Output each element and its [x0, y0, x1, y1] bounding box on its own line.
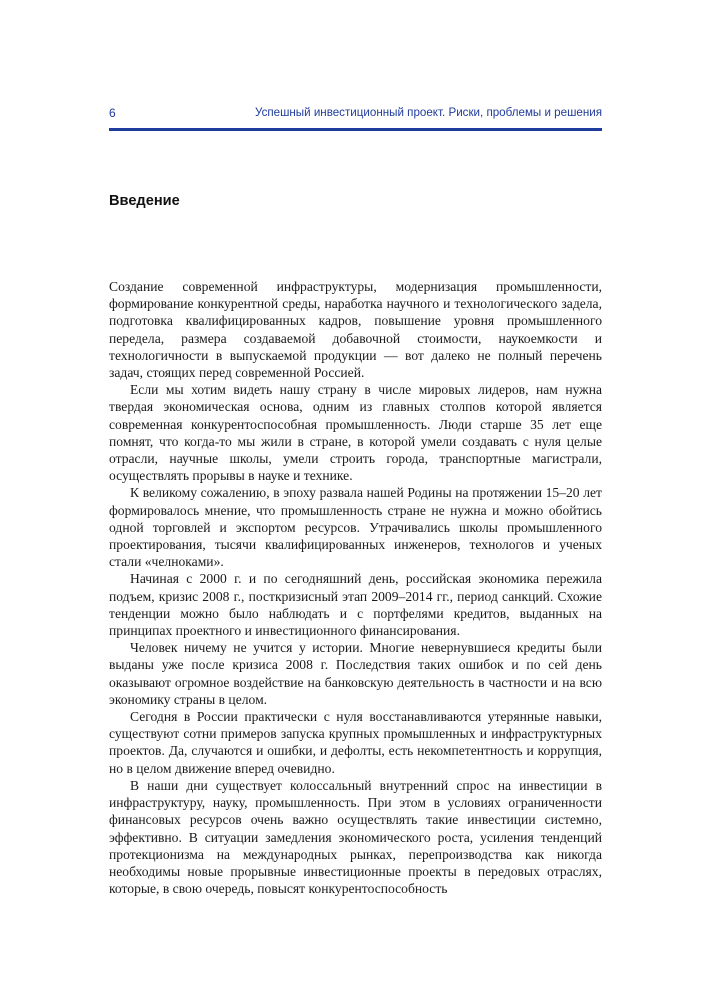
running-title: Успешный инвестиционный проект. Риски, проблемы и решения: [254, 106, 602, 120]
running-header: [109, 99, 602, 119]
header-rule: [109, 128, 602, 131]
page-number: 6: [109, 106, 116, 120]
paragraph: Сегодня в России практически с нуля восстанавливаются утерянные навыки, существуют сотни примеров запуска крупных промышленных и инфраструктурных проектов. Да, случаются и ошибки, и дефолты, есть некомпетентность и коррупция, но в целом движение вперед очевидно.: [109, 709, 602, 776]
paragraph: Создание современной инфраструктуры, модернизация промышленности, формирование конкурентной среды, наработка научного и технологического задела, подготовка квалифицированных кадров, повышение уровня промышленного передела, размера создаваемой добавочной стоимости, наукоемкости и технологичности в выпускаемой продукции — вот далеко не полный перечень задач, стоящих перед современной Россией.: [109, 279, 602, 381]
body-text: [109, 278, 602, 897]
paragraph: Человек ничему не учится у истории. Многие невернувшиеся кредиты были выданы уже после кризиса 2008 г. Последствия таких ошибок и по сей день оказывают огромное воздействие на банковскую деятельность в частности и на всю экономику страны в целом.: [109, 640, 602, 707]
paragraph: Начиная с 2000 г. и по сегодняшний день, российская экономика пережила подъем, кризис 2008 г., посткризисный этап 2009–2014 гг., период санкций. Схожие тенденции можно было наблюдать и с портфелями кредитов, выданных на принципах проектного и инвестиционного финансирования.: [109, 571, 602, 639]
paragraph: В наши дни существует колоссальный внутренний спрос на инвестиции в инфраструктуру, науку, промышленность. При этом в условиях ограниченности финансовых ресурсов очень важно осуществлять такие инвестиции системно, эффективно. В ситуации замедления экономического роста, усиления тенденций протекционизма на международных рынках, перепроизводства как никогда необходимы новые прорывные инвестиционные проекты в передовых отраслях, которые, в свою очередь, повысят конкурентоспособность: [109, 777, 602, 897]
paragraph: Если мы хотим видеть нашу страну в числе мировых лидеров, нам нужна твердая экономическая основа, одним из главных столпов которой является современная конкурентоспособная промышленность. Люди старше 35 лет еще помнят, что когда-то мы жили в стране, в которой умели создавать с нуля целые отрасли, научные школы, умели строить города, транспортные магистрали, осуществлять прорывы в науке и технике.: [109, 382, 602, 484]
paragraph: К великому сожалению, в эпоху развала нашей Родины на протяжении 15–20 лет формировалось мнение, что промышленность стране не нужна и можно обойтись одной торговлей и экспортом ресурсов. Утрачивались школы промышленного проектирования, тысячи квалифицированных инженеров, технологов и ученых стали «челноками».: [109, 485, 602, 570]
section-title: Введение: [109, 193, 180, 209]
